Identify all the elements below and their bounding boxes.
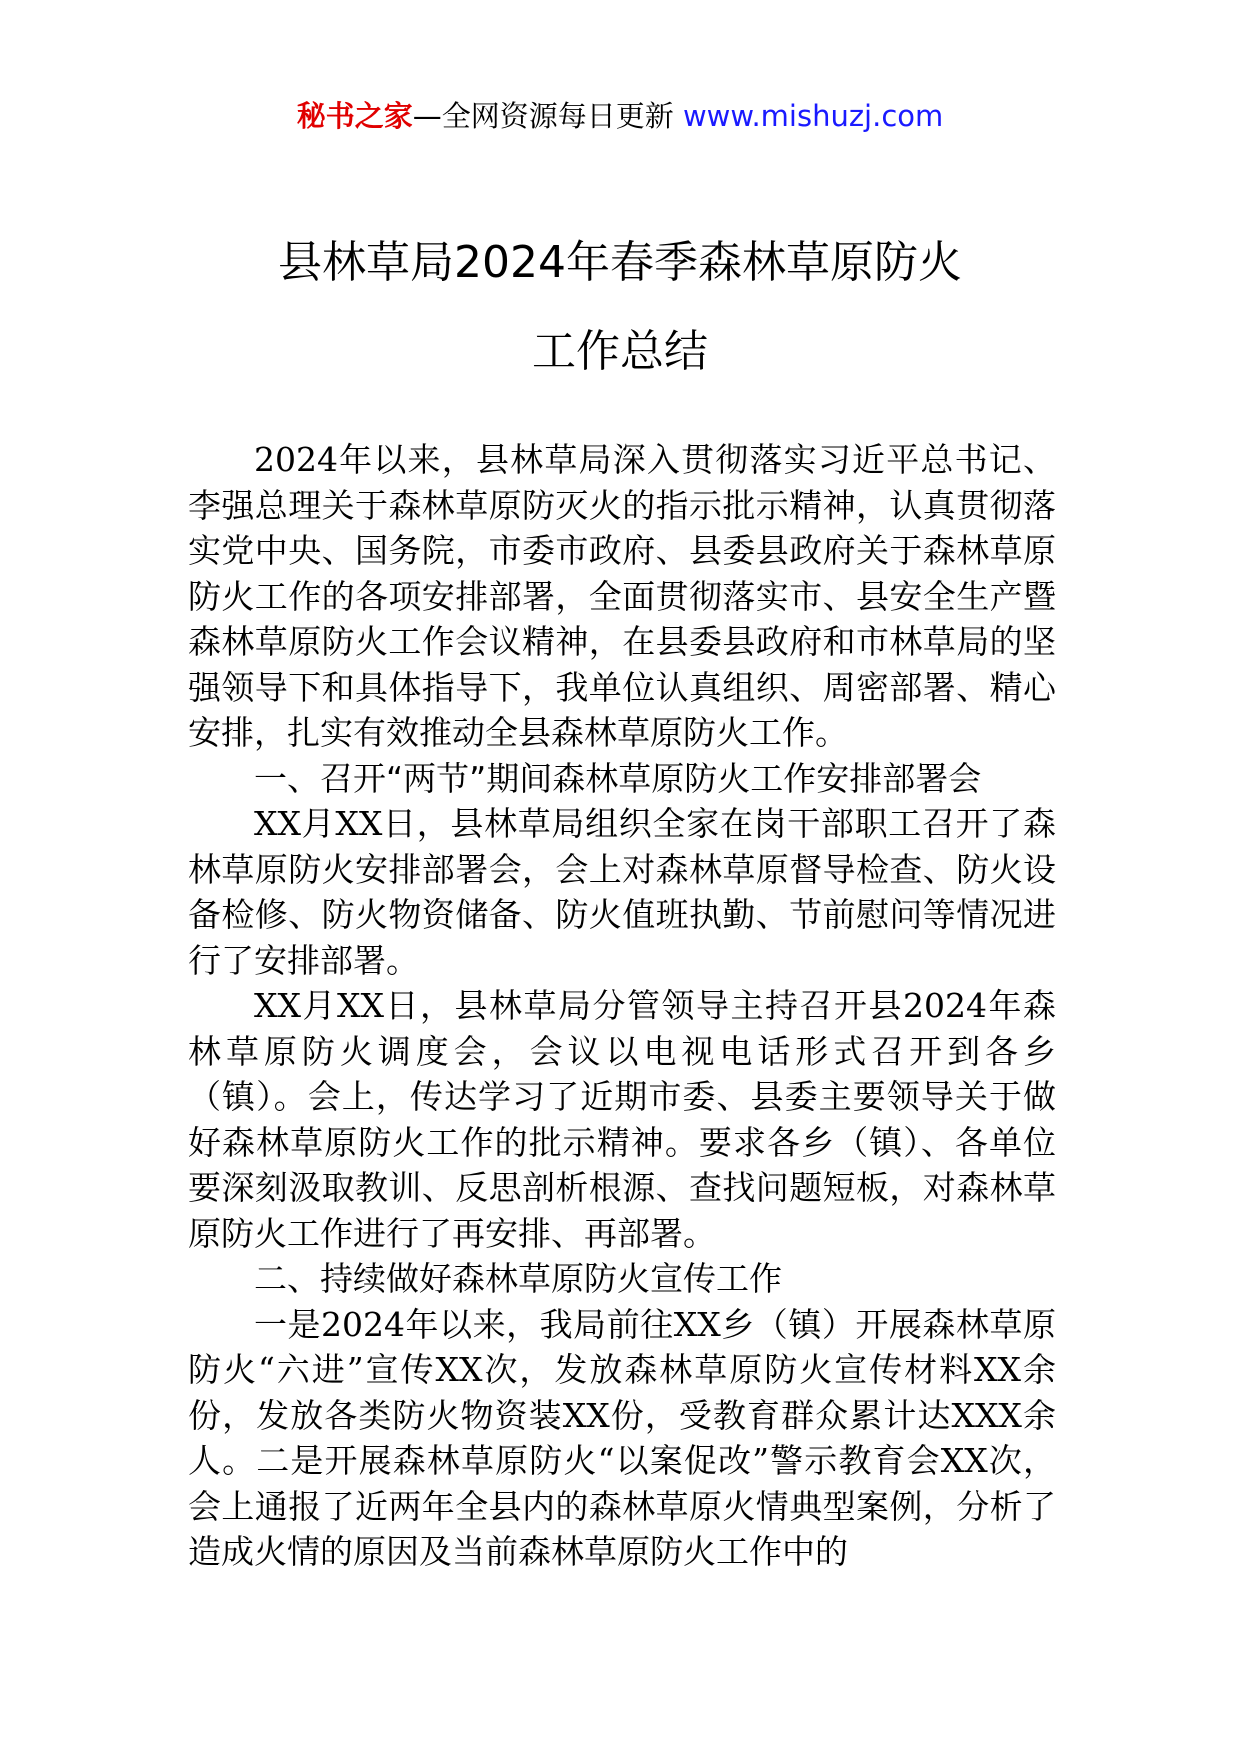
site-tagline: —全网资源每日更新 bbox=[412, 99, 683, 133]
paragraph: XX月XX日，县林草局组织全家在岗干部职工召开了森林草原防火安排部署会，会上对森林草原督导检查、防火设备检修、防火物资储备、防火值班执勤、节前慰问等情况进行了安排部署。 bbox=[188, 804, 1056, 980]
paragraph: 一是2024年以来，我局前往XX乡（镇）开展森林草原防火“六进”宣传XX次，发放森林草原防火宣传材料XX余份，发放各类防火物资装XX份，受教育群众累计达XXX余人。二是开展森林草原防火“以案促改”警示教育会XX次，会上通报了近两年全县内的森林草原火情典型案例，分析了造成火情的原因及当前森林草原防火工作中的 bbox=[188, 1304, 1056, 1571]
site-header bbox=[0, 96, 1240, 136]
paragraph: XX月XX日，县林草局分管领导主持召开县2024年森林草原防火调度会，会议以电视电话形式召开到各乡（镇）。会上，传达学习了近期市委、县委主要领导关于做好森林草原防火工作的批示精神。要求各乡（镇）、各单位要深刻汲取教训、反思剖析根源、查找问题短板，对森林草原防火工作进行了再安排、再部署。 bbox=[188, 986, 1056, 1253]
site-brand: 秘书之家 bbox=[296, 99, 413, 133]
paragraph-intro: 2024年以来，县林草局深入贯彻落实习近平总书记、李强总理关于森林草原防灭火的指示批示精神，认真贯彻落实党中央、国务院，市委市政府、县委县政府关于森林草原防火工作的各项安排部署，全面贯彻落实市、县安全生产暨森林草原防火工作会议精神，在县委县政府和市林草局的坚强领导下和具体指导下，我单位认真组织、周密部署、精心安排，扎实有效推动全县森林草原防火工作。 bbox=[188, 440, 1056, 752]
document-title-line-1: 县林草局2024年春季森林草原防火 bbox=[278, 237, 962, 288]
section-heading-1: 一、召开“两节”期间森林草原防火工作安排部署会 bbox=[254, 758, 982, 798]
document-body bbox=[188, 437, 1056, 1575]
section-heading-2: 二、持续做好森林草原防火宣传工作 bbox=[254, 1259, 782, 1298]
document-title-line-2: 工作总结 bbox=[532, 326, 708, 377]
site-url-link[interactable]: www.mishuzj.com bbox=[682, 99, 944, 133]
